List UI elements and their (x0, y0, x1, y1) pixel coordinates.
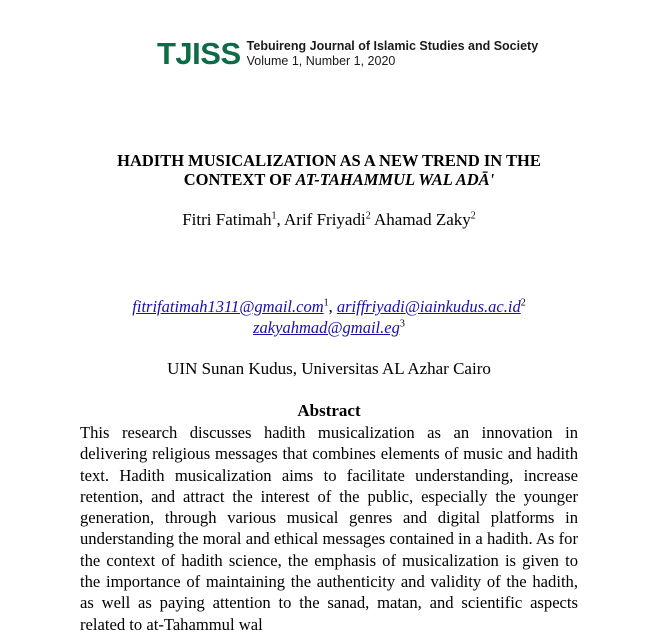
email-mark: 1 (323, 297, 329, 309)
author-name: Ahamad Zaky (374, 210, 471, 229)
abstract-heading: Abstract (297, 401, 361, 420)
title-line-2-plain: CONTEXT OF (183, 170, 296, 189)
journal-header (157, 38, 538, 69)
email-link[interactable]: fitrifatimah1311@gmail.com (132, 297, 324, 316)
paper-title (0, 151, 658, 189)
author-affiliation-mark: 2 (470, 210, 476, 222)
email-link[interactable]: ariffriyadi@iainkudus.ac.id (336, 297, 521, 316)
email-separator: , (328, 297, 337, 316)
journal-name: Tebuireng Journal of Islamic Studies and Society (246, 38, 539, 53)
abstract-text: This research discusses hadith musicalization as an innovation in delivering religious messages that combines elements of music and hadith text. Hadith musicalization aims to facilitate understanding, increase retention, and attract the interest of the public, especially the younger generation, through various musical genres and digital platforms in understanding the moral and ethical messages contained in a hadith. As for the context of hadith science, the emphasis of musicalization is given to the importance of maintaining the authenticity and validity of the hadith, as well as paying attention to the sanad, matan, and scientific aspects related to at-Tahammul wal (80, 423, 578, 634)
author-affiliation-mark: 2 (365, 210, 371, 222)
email-line-2 (0, 317, 658, 338)
title-line-1: HADITH MUSICALIZATION AS A NEW TREND IN THE (117, 151, 541, 170)
email-mark: 2 (520, 297, 526, 309)
author-name: Fitri Fatimah (182, 210, 272, 229)
author-name: Arif Friyadi (284, 210, 366, 229)
email-list (0, 296, 658, 338)
journal-info (247, 39, 539, 69)
email-link[interactable]: zakyahmad@gmail.eg (253, 318, 400, 337)
journal-volume: Volume 1, Number 1, 2020 (246, 53, 396, 68)
journal-logo: TJISS (157, 36, 241, 71)
title-line-2 (0, 170, 658, 189)
author-separator: , (276, 210, 285, 229)
email-line-1 (0, 296, 658, 317)
title-line-2-italic: AT-TAHAMMUL WAL ADĀ' (295, 170, 495, 189)
affiliation: UIN Sunan Kudus, Universitas AL Azhar Cairo (167, 359, 491, 378)
email-mark: 3 (399, 318, 405, 330)
author-affiliation-mark: 1 (271, 210, 277, 222)
author-list (0, 210, 658, 230)
